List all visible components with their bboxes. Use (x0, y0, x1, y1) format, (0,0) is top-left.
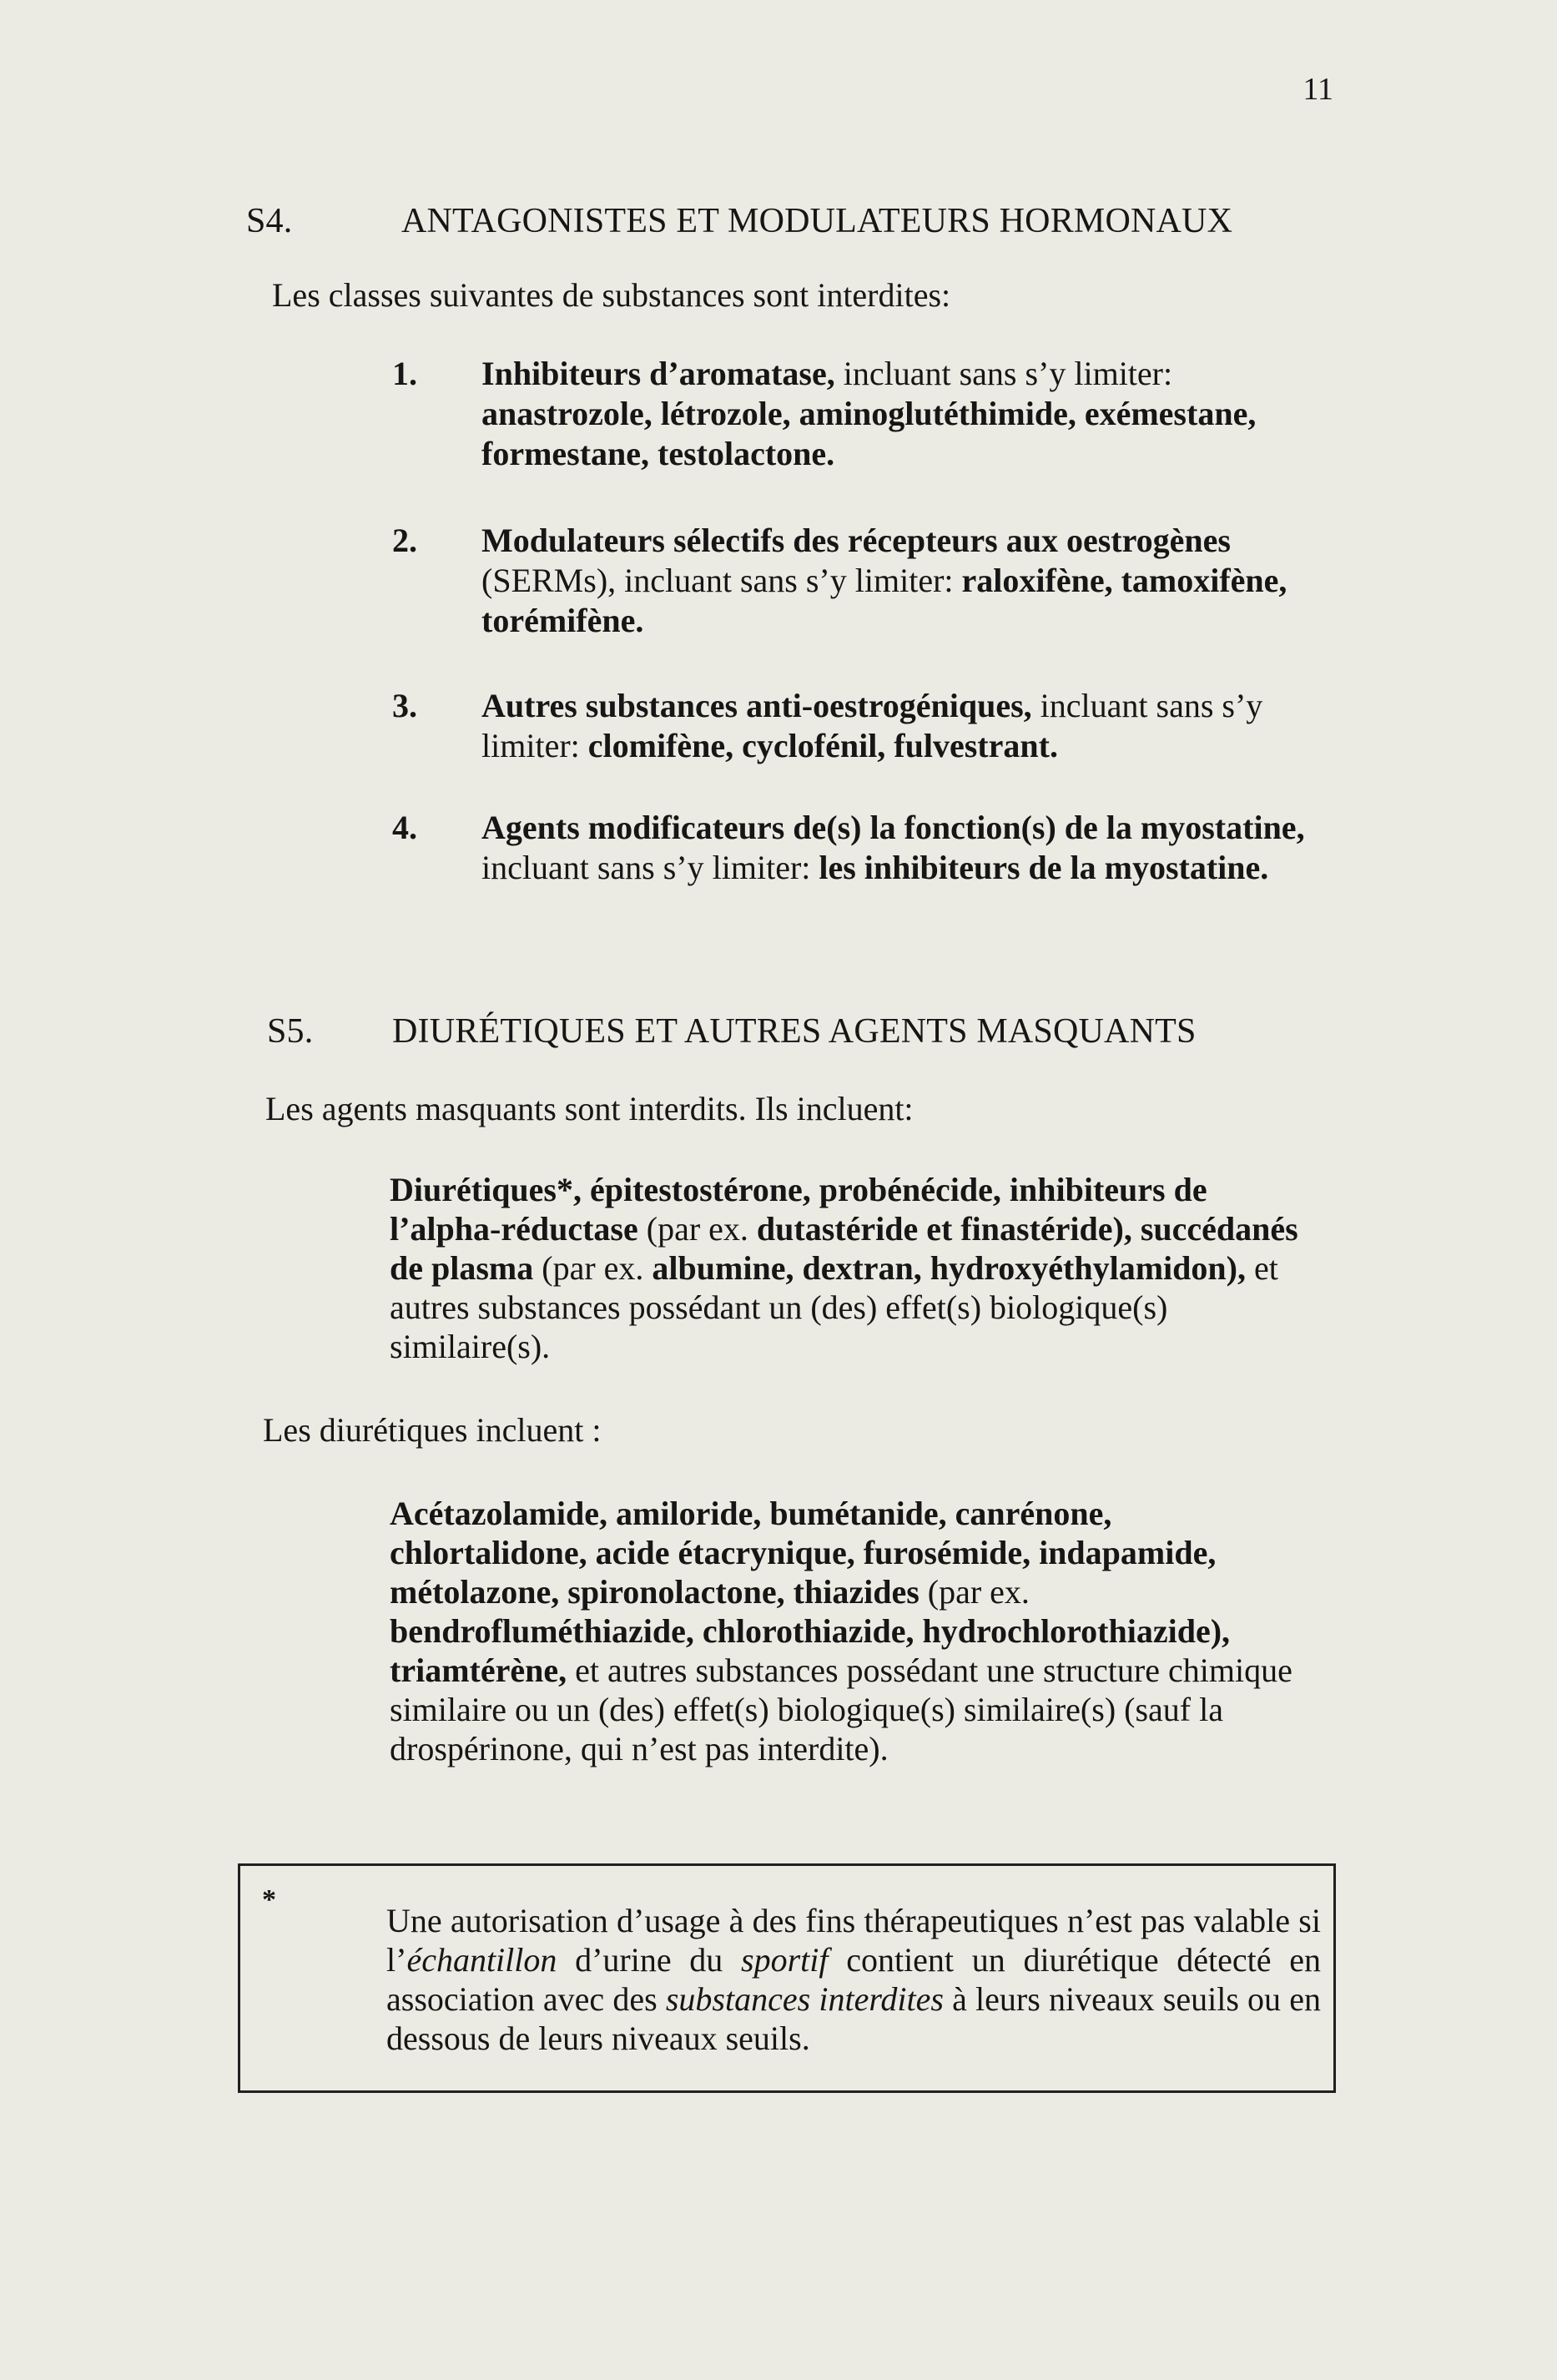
diuretics-part-2: (par ex. (919, 1573, 1030, 1611)
list-item-text (481, 354, 1316, 474)
list-item-text (481, 808, 1316, 888)
list-item-middle: incluant sans s’y limiter: (481, 687, 1263, 764)
page-number: 11 (1303, 72, 1333, 107)
footnote-part-4: à leurs niveaux seuils ou en dessous de leurs niveaux seuils. (386, 1980, 1321, 2057)
footnote-italic-3: substances interdites (665, 1980, 944, 2018)
footnote-part-2: d’urine du (557, 1941, 742, 1979)
list-item-number: 2. (392, 522, 417, 559)
section-s4-title: ANTAGONISTES ET MODULATEURS HORMONAUX (401, 202, 1233, 240)
list-item-middle: incluant sans s’y limiter: (834, 355, 1173, 392)
footnote-italic-2: sportif (741, 1941, 829, 1979)
list-item-lead: Agents modificateurs de(s) la fonction(s) de la myostatine, (481, 809, 1305, 846)
list-item-text (481, 521, 1316, 641)
diuretics-intro: Les diurétiques incluent : (263, 1411, 602, 1449)
list-item-number: 4. (392, 809, 417, 846)
diuretics-part-1: Acétazolamide, amiloride, bumétanide, canrénone, chlortalidone, acide étacrynique, furosémide, indapamide, métolazone, spironolactone, thiazides (390, 1495, 1217, 1611)
list-item-text (481, 686, 1316, 766)
list-item-middle: incluant sans s’y limiter: (481, 849, 811, 886)
section-s4-heading (246, 202, 1298, 244)
list-item-lead: Modulateurs sélectifs des récepteurs aux oestrogènes (481, 522, 1231, 559)
list-item-lead: Autres substances anti-oestrogéniques, (481, 687, 1032, 724)
masking-agents-part-3: dutastéride et finastéride), (756, 1210, 1132, 1248)
masking-agents-part-5: (par ex. (533, 1249, 653, 1287)
list-item-tail: clomifène, cyclofénil, fulvestrant. (579, 727, 1058, 764)
diuretics-part-3: bendrofluméthiazide, chlorothiazide, hydrochlorothiazide), triamtérène, (390, 1612, 1231, 1689)
list-item-tail: les inhibiteurs de la myostatine. (810, 849, 1269, 886)
footnote-part-3: contient un diurétique détecté en association avec des (386, 1941, 1321, 2018)
diuretics-paragraph (390, 1494, 1316, 1768)
masking-agents-part-1: Diurétiques*, épitestostérone, probénécide, inhibiteurs de l’alpha-réductase (390, 1171, 1207, 1248)
list-item-tail: raloxifène, tamoxifène, torémifène. (481, 562, 1287, 639)
masking-agents-part-7: et autres substances possédant un (des) effet(s) biologique(s) similaire(s). (390, 1249, 1278, 1365)
list-item-lead: Inhibiteurs d’aromatase, (481, 355, 835, 392)
section-s4-list (392, 354, 1318, 938)
section-s5-title: DIURÉTIQUES ET AUTRES AGENTS MASQUANTS (392, 1012, 1197, 1051)
footnote-part-1: Une autorisation d’usage à des fins thérapeutiques n’est pas valable si l’ (386, 1902, 1321, 1979)
masking-agents-paragraph (390, 1170, 1316, 1366)
masking-agents-part-2: (par ex. (637, 1210, 757, 1248)
diuretics-part-4: et autres substances possédant une structure chimique similaire ou un (des) effet(s) biologique(s) similaire(s) (sauf la drospérinone, qui n’est pas interdite). (390, 1651, 1292, 1767)
section-s4-intro: Les classes suivantes de substances sont interdites: (272, 276, 951, 314)
section-s5-intro: Les agents masquants sont interdits. Ils incluent: (265, 1090, 914, 1127)
list-item-middle: (SERMs), incluant sans s’y limiter: (481, 562, 954, 599)
section-s5-code: S5. (267, 1012, 314, 1051)
footnote-marker: * (262, 1884, 276, 1915)
masking-agents-part-4: succédanés de plasma (390, 1210, 1298, 1287)
section-s5-heading (267, 1012, 1310, 1054)
section-s4-code: S4. (246, 202, 293, 240)
footnote-text (386, 1901, 1321, 2058)
list-item-number: 3. (392, 687, 417, 724)
list-item-tail: anastrozole, létrozole, aminoglutéthimide, exémestane, formestane, testolactone. (481, 395, 1257, 472)
list-item-number: 1. (392, 355, 417, 392)
masking-agents-part-6: albumine, dextran, hydroxyéthylamidon), (652, 1249, 1246, 1287)
footnote-box (238, 1863, 1336, 2093)
footnote-italic-1: échantillon (406, 1941, 557, 1979)
